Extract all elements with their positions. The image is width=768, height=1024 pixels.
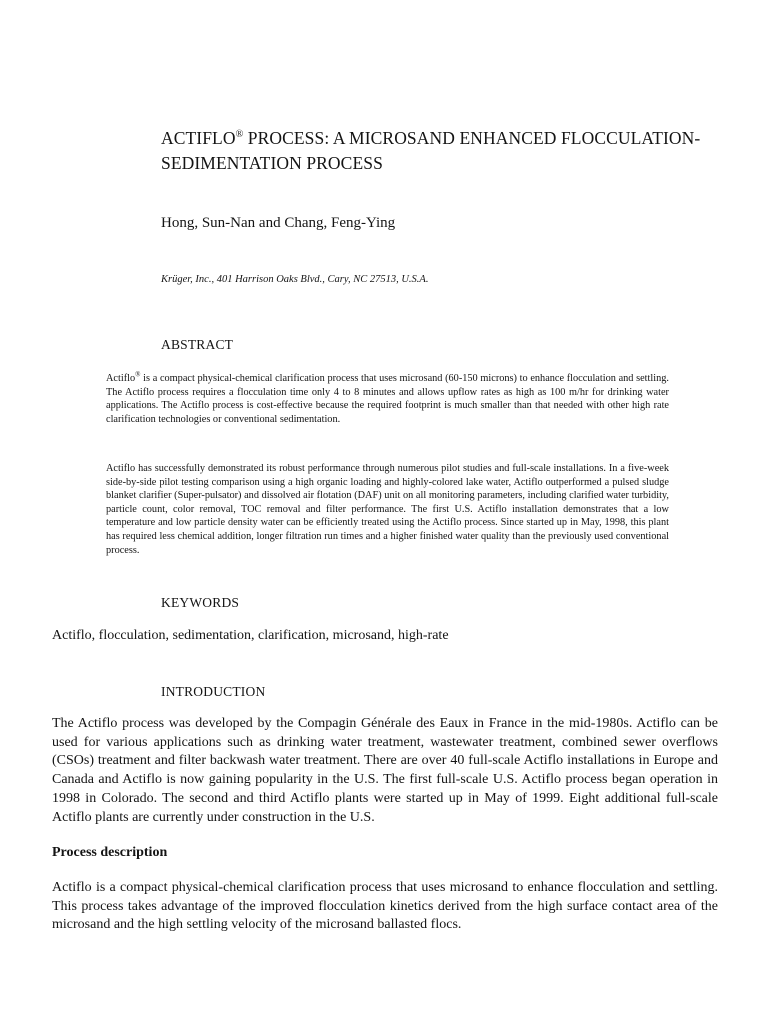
author-list: Hong, Sun-Nan and Chang, Feng-Ying — [161, 215, 396, 231]
abstract-paragraph-2: Actiflo has successfully demonstrated its robust performance through numerous pilot studies and full-scale installations. In a five-week side-by-side pilot testing comparison using a high organic loading and highly-colored lake water, Actiflo outperformed a pulsed sludge blanket clarifier (Super-pulsator) and dissolved air flotation (DAF) unit on all monitoring parameters, including clarified water turbidity, particle count, color removal, TOC removal and filter performance. The first U.S. Actiflo installation demonstrates that a low temperature and low particle density water can be efficiently treated using the Actiflo process. Since started up in May, 1998, this plant has required less chemical addition, longer filtration run times and a higher finished water quality than the previously used conventional process. — [106, 463, 669, 556]
process-description-heading: Process description — [52, 845, 168, 860]
abstract-heading: ABSTRACT — [161, 337, 234, 352]
registered-mark: ® — [235, 129, 244, 141]
registered-mark: ® — [135, 370, 141, 379]
title-text-part1: ACTIFLO — [161, 128, 236, 148]
abstract-paragraph-1 — [106, 372, 669, 426]
abstract-paragraph-1-text: is a compact physical-chemical clarification process that uses microsand (60-150 microns) to enhance flocculation and settling. The Actiflo process requires a flocculation time only 4 to 8 minutes and allows upflow rates as high as 100 m/hr for drinking water applications. The Actiflo process is cost-effective because the required footprint is much smaller than that needed with other high rate clarification technologies or conventional sedimentation. — [106, 373, 669, 425]
title-text-part2: PROCESS: A MICROSAND ENHANCED FLOCCULATION-SEDIMENTATION PROCESS — [161, 128, 701, 173]
paper-title — [161, 126, 721, 176]
process-description-paragraph: Actiflo is a compact physical-chemical clarification process that uses microsand to enhance flocculation and settling. This process takes advantage of the improved flocculation kinetics derived from the high surface contact area of the microsand and the high settling velocity of the microsand ballasted flocs. — [52, 880, 718, 933]
keywords-heading: KEYWORDS — [161, 595, 240, 610]
introduction-heading: INTRODUCTION — [161, 684, 266, 699]
keywords-list: Actiflo, flocculation, sedimentation, clarification, microsand, high-rate — [52, 628, 449, 643]
author-affiliation: Krüger, Inc., 401 Harrison Oaks Blvd., Cary, NC 27513, U.S.A. — [161, 274, 429, 285]
introduction-paragraph: The Actiflo process was developed by the Compagin Générale des Eaux in France in the mid-1980s. Actiflo can be used for various applications such as drinking water treatment, wastewater treatment, combined sewer overflows (CSOs) treatment and filter backwash water treatment. There are over 40 full-scale Actiflo installations in Europe and Canada and Actiflo is now gaining popularity in the U.S. The first full-scale U.S. Actiflo process began operation in 1998 in Colorado. The second and third Actiflo plants were started up in May of 1999. Eight additional full-scale Actiflo plants are currently under construction in the U.S. — [52, 716, 718, 825]
abstract-lead-word: Actiflo — [106, 373, 136, 384]
